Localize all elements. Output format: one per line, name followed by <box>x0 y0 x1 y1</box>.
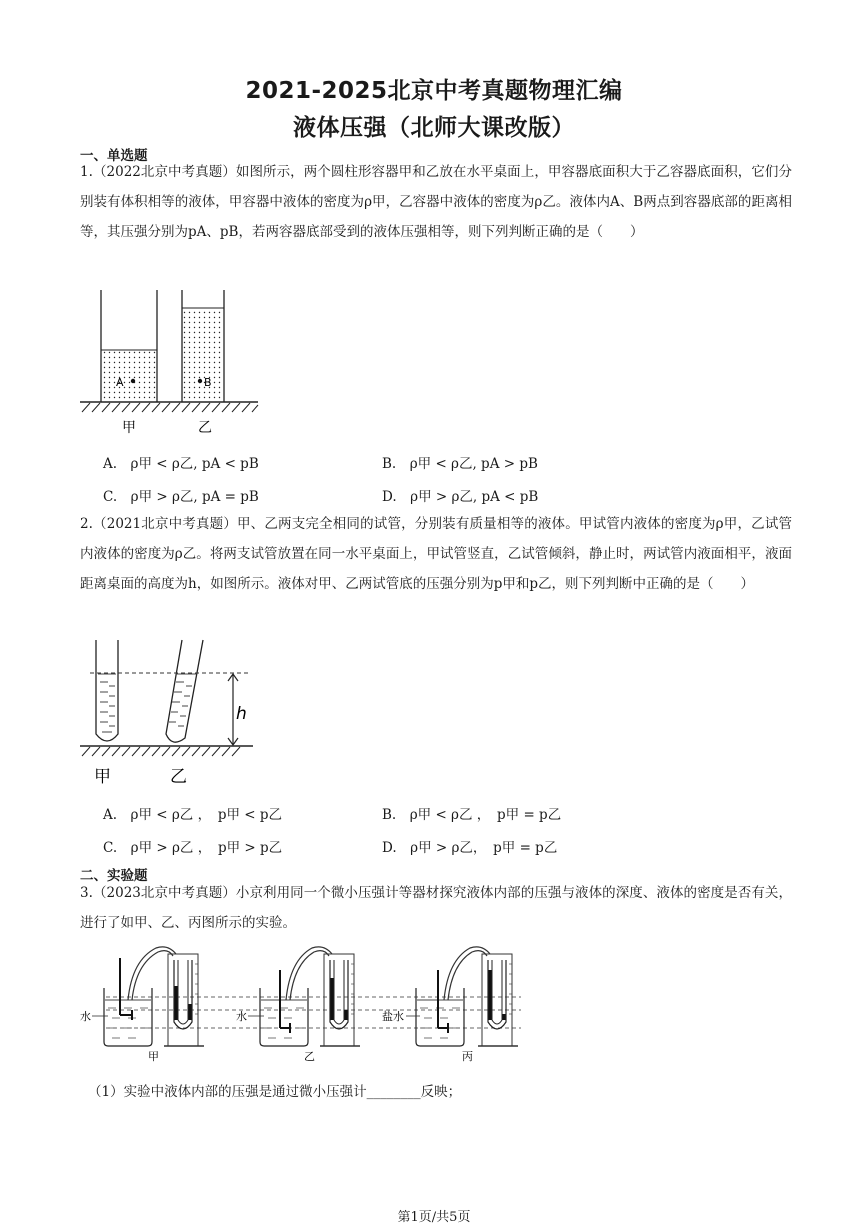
caption-3: 丙 <box>462 1050 473 1063</box>
question-3-sub-1: （1）实验中液体内部的压强是通过微小压强计________反映； <box>88 1084 462 1100</box>
question-1-figure <box>78 286 263 441</box>
question-2-text: 2.（2021北京中考真题）甲、乙两支完全相同的试管，分别装有质量相等的液体。甲试管内液体的密度为ρ甲，乙试管内液体的密度为ρ乙。将两支试管放置在同一水平桌面上，甲试管竖直，乙试管倾斜，静止时，两试管内液面相平，液面距离桌面的高度为h，如图所示。液体对甲、乙两试管底的压强分别为p甲和p乙，则下列判断中正确的是（ ） <box>80 516 792 592</box>
q2-option-c[interactable]: C. ρ甲 > ρ乙 ， p甲 > p乙 <box>103 840 283 856</box>
question-2-figure <box>78 636 258 791</box>
document-subtitle: 液体压强（北师大课改版） <box>293 115 575 141</box>
height-h-label: h <box>236 704 247 724</box>
q1-option-d[interactable]: D. ρ甲 > ρ乙, pA < pB <box>382 489 539 505</box>
caption-2: 乙 <box>304 1050 315 1063</box>
q1-option-c[interactable]: C. ρ甲 > ρ乙, pA = pB <box>103 489 259 505</box>
q2-option-b[interactable]: B. ρ甲 < ρ乙 ， p甲 = p乙 <box>382 807 562 823</box>
setup-bing <box>382 947 518 1063</box>
liquid-label-1: 水 <box>80 1010 91 1023</box>
q1-option-a[interactable]: A. ρ甲 < ρ乙, pA < pB <box>103 456 259 472</box>
tube-jia-label: 甲 <box>94 767 111 787</box>
container-yi-label: 乙 <box>198 420 212 436</box>
question-3-text: 3.（2023北京中考真题）小京利用同一个微小压强计等器材探究液体内部的压强与液体的深度、液体的密度是否有关，进行了如甲、乙、丙图所示的实验。 <box>80 885 792 931</box>
container-jia-label: 甲 <box>122 420 136 436</box>
point-b-label: B <box>204 376 212 389</box>
liquid-label-2: 水 <box>236 1010 247 1023</box>
setup-yi <box>236 947 360 1063</box>
q1-option-b[interactable]: B. ρ甲 < ρ乙, pA > pB <box>382 456 538 472</box>
tube-yi-label: 乙 <box>170 767 187 787</box>
question-1-text: 1.（2022北京中考真题）如图所示，两个圆柱形容器甲和乙放在水平桌面上，甲容器底面积大于乙容器底面积，它们分别装有体积相等的液体，甲容器中液体的密度为ρ甲，乙容器中液体的密度为ρ乙。液体内A、B两点到容器底部的距离相等，其压强分别为pA、pB，若两容器底部受到的液体压强相等，则下列判断正确的是（ ） <box>80 164 792 240</box>
section-heading-experiment: 二、实验题 <box>80 868 148 884</box>
section-heading-single-choice: 一、单选题 <box>80 148 148 164</box>
page-number: 第1页/共5页 <box>397 1210 471 1225</box>
q2-option-a[interactable]: A. ρ甲 < ρ乙 ， p甲 < p乙 <box>103 807 283 823</box>
document-title: 2021-2025北京中考真题物理汇编 <box>245 78 623 104</box>
point-a-label: A <box>116 376 124 389</box>
q2-option-d[interactable]: D. ρ甲 > ρ乙， p甲 = p乙 <box>382 840 558 856</box>
liquid-label-3: 盐水 <box>382 1010 404 1023</box>
caption-1: 甲 <box>148 1050 159 1063</box>
setup-jia <box>80 947 204 1063</box>
question-3-figure <box>76 940 526 1065</box>
